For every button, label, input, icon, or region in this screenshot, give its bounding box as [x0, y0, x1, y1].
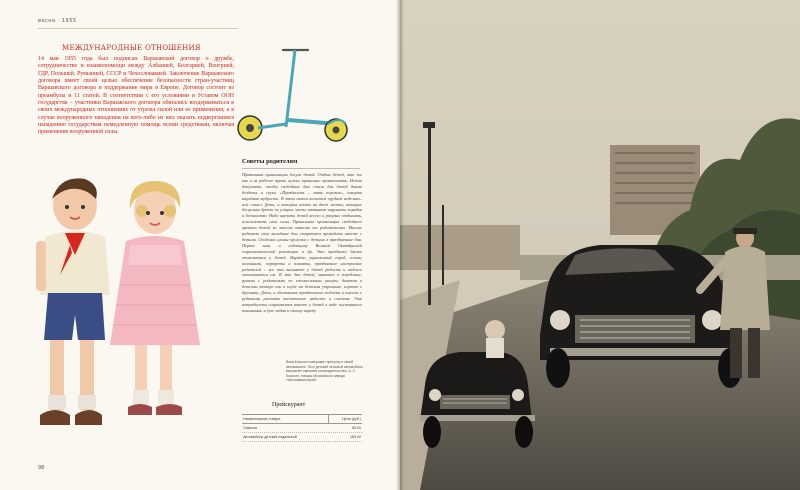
price-header-price: Цена (руб.)	[329, 415, 362, 424]
price-item: Автомобиль детский педальный	[242, 433, 329, 442]
warsaw-pact-paragraph: 14 мая 1955 года был подписан Варшавский договор о дружбе, сотрудничестве и взаимопомощи между Албанией, Болгарией, Венгрией, ГДР, Польшей, Румынией, СССР и Чехословакией. Заключение Варшавского договора имеет своей целью обеспечение безопасности стран-участниц Варшавского договора и поддержание мира в Европе. Договор состоит из преамбулы и 11 статей. В соответствии с его условиями и Уставом ООН государства – участники Варшавского договора обязались воздерживаться в своих международных отношениях от угрозы силой или ее применения, а в случае вооруженного нападения на кого-либо из них оказать подвергшимся нападению государствам немедленную помощь всеми средствами, включая применение вооруженной силы.	[38, 56, 234, 136]
right-page	[400, 0, 800, 490]
table-row	[242, 424, 362, 433]
running-head: весна · 1955	[38, 18, 77, 24]
price-list-table	[242, 414, 362, 442]
price-header-item: Наименование товара	[242, 415, 329, 424]
spread-gutter	[396, 0, 404, 490]
table-row	[242, 433, 362, 442]
price-item: Самокат	[242, 424, 329, 433]
price-list-header-row	[242, 415, 362, 424]
street-scene-photo	[400, 0, 800, 490]
advice-rule	[242, 168, 360, 169]
section-title: МЕЖДУНАРОДНЫЕ ОТНОШЕНИЯ	[62, 44, 201, 52]
photo-caption: Вова Косыгин совершает прогулку в своей автомашине. Этот детский легковой автомобиль выпускает смешное киноиздательство. А. С. Косыгин, товары Московского завода «Автомашинстрой»	[286, 360, 363, 382]
advice-text: Правильная организация досуга детей. Отдых детей, так же как и их рабочее время, нужно правильно организовать. Нельзя допускать, чтобы свободные дни стали для детей днями безделья и скуки. «Праздность – мать пороков», говорит народная мудрость. В этом самом коснется орудной недельно–ной смысл. Дети, в которых ничто ни даст мечты, которые бесцельно бреют по улицам, часто начинают нарушать порядки и бесчинство. Надо научить детей весело и разумно отдыхать, использовать свои силы. Правильная организация свободного времени детей во многом зависит от родительских. Многие родители свои выходные дни стараются проводить вместе с детьми. Особенно ценны прогулки с детьми в праздничные дни. Первое мая, и годовщину Великой Октябрьской социалистической революции и др. Эти праздники близко отмечаются у детей. Нарядно украшенный город, сотни, колоннами, портреты и плакаты, праздничное настроение родителей – все это вызывает у детей радость и надолго запоминается им. В эти дни детей, знакомое и передовые, руками с родителями по ежемесячным улицам, бывают в детском театре или в клубе на детском утреннике, играют с друзьями. Дети, в обстановке праздничного подъёма и вместе с ребятами растить впечатление радости и счастья. Эта потребности сохраняются вместе у детей в виде постоянного понимания, в духе любви к своему народу.	[242, 172, 362, 313]
price-value: 165.00	[329, 433, 362, 442]
price-list-title: Прейскурант	[272, 402, 306, 408]
children-illustration	[30, 175, 210, 450]
advice-title: Советы родителям	[242, 158, 298, 165]
scooter-illustration	[228, 42, 358, 147]
running-head-rule	[38, 28, 238, 29]
price-value: 85.00	[329, 424, 362, 433]
page-number: 98	[38, 465, 45, 471]
